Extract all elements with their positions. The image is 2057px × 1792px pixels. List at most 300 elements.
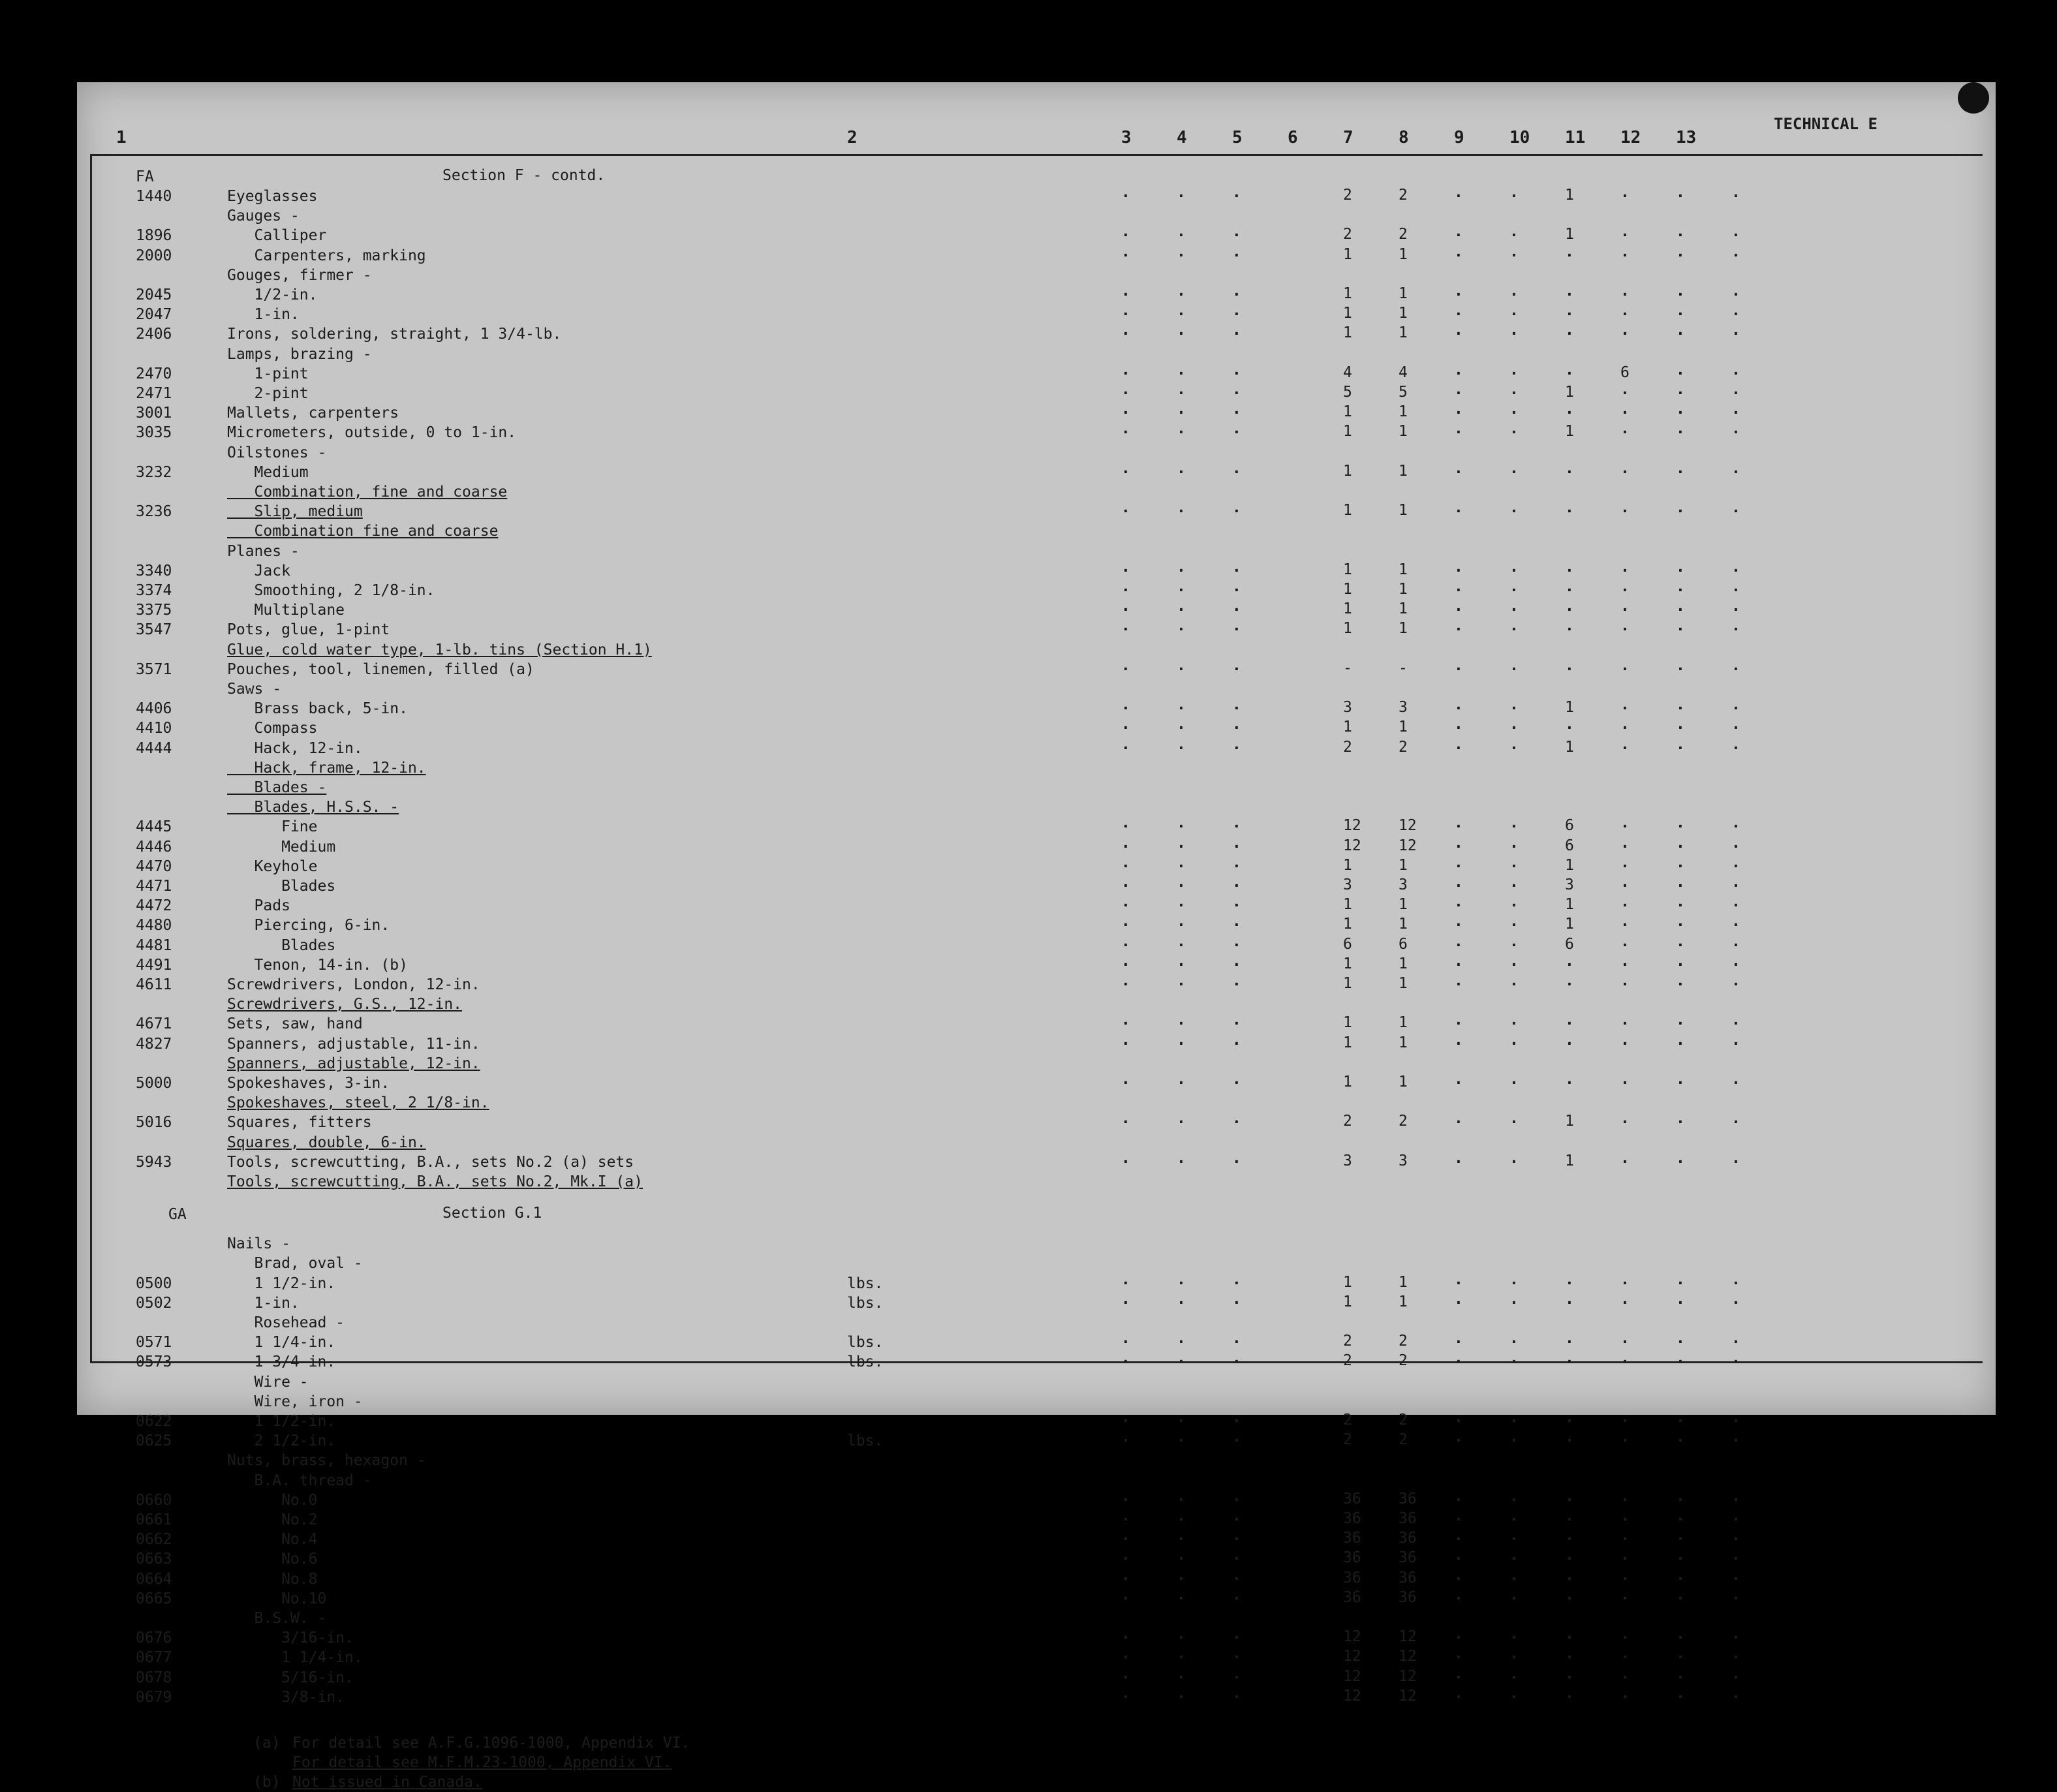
quantity-v7: 1 (1399, 502, 1408, 519)
dot-leader: . (1509, 1110, 1519, 1128)
fa-code: 0502 (136, 1294, 172, 1312)
dot-leader: . (1509, 1507, 1519, 1524)
dot-leader: . (1509, 972, 1519, 989)
item-description: B.A. thread - (227, 1472, 372, 1489)
quantity-v6: 12 (1343, 817, 1361, 835)
dot-leader: . (1177, 735, 1186, 753)
dot-leader: . (1676, 302, 1685, 320)
fa-code: 4445 (136, 818, 172, 836)
dot-leader: . (1177, 499, 1186, 517)
dot-leader: . (1565, 1330, 1574, 1348)
dot-leader: . (1232, 322, 1241, 339)
dot-leader: . (1620, 814, 1630, 832)
quantity-v10: 1 (1565, 896, 1574, 914)
dot-leader: . (1676, 814, 1685, 832)
section-title: Section G.1 (442, 1205, 542, 1222)
dot-leader: . (1565, 1071, 1574, 1088)
dot-leader: . (1731, 735, 1740, 753)
item-description: Fine (227, 818, 318, 836)
dot-leader: . (1177, 381, 1186, 398)
dot-leader: . (1731, 499, 1740, 517)
dot-leader: . (1565, 283, 1574, 300)
dot-leader: . (1121, 1290, 1130, 1308)
quantity-v6: 36 (1343, 1569, 1361, 1586)
dot-leader: . (1177, 834, 1186, 852)
item-description: Spokeshaves, 3-in. (227, 1075, 390, 1092)
dot-leader: . (1177, 1429, 1186, 1446)
dot-leader: . (1565, 1547, 1574, 1564)
dot-leader: . (1676, 184, 1685, 201)
dot-leader: . (1676, 735, 1685, 753)
dot-leader: . (1121, 716, 1130, 734)
dot-leader: . (1620, 913, 1630, 931)
dot-leader: . (1509, 578, 1519, 595)
item-description: No.10 (227, 1590, 327, 1607)
dot-leader: . (1121, 283, 1130, 300)
dot-leader: . (1509, 1071, 1519, 1088)
item-description: Keyhole (227, 857, 318, 875)
dot-leader: . (1454, 1586, 1463, 1603)
dot-leader: . (1565, 952, 1574, 970)
rotated-content (77, 82, 1996, 1791)
item-description: Gauges - (227, 208, 300, 225)
dot-leader: . (1509, 735, 1519, 753)
fa-code: 0571 (136, 1334, 172, 1352)
dot-leader: . (1509, 598, 1519, 615)
quantity-v6: 1 (1343, 324, 1352, 342)
dot-leader: . (1177, 716, 1186, 734)
item-description: 1 1/4-in. (227, 1649, 363, 1667)
dot-leader: . (1509, 874, 1519, 891)
dot-leader: . (1509, 184, 1519, 201)
quantity-v10: 1 (1565, 1113, 1574, 1130)
quantity-v7: 1 (1399, 600, 1408, 618)
dot-leader: . (1454, 1330, 1463, 1348)
quantity-v7: 1 (1399, 975, 1408, 992)
item-description: Lamps, brazing - (227, 345, 372, 363)
dot-leader: . (1676, 1271, 1685, 1288)
dot-leader: . (1454, 913, 1463, 931)
quantity-v6: 12 (1343, 1667, 1361, 1685)
dot-leader: . (1454, 1409, 1463, 1426)
quantity-v6: 1 (1343, 600, 1352, 618)
dot-leader: . (1454, 1031, 1463, 1049)
dot-leader: . (1731, 401, 1740, 418)
dot-leader: . (1731, 1012, 1740, 1029)
footnote-mark: (b) (253, 1774, 281, 1791)
dot-leader: . (1177, 420, 1186, 438)
dot-leader: . (1121, 893, 1130, 911)
item-description: Screwdrivers, London, 12-in. (227, 976, 480, 993)
quantity-v6: 36 (1343, 1588, 1361, 1606)
dot-leader: . (1620, 1149, 1630, 1167)
dot-leader: . (1232, 1547, 1241, 1564)
dot-leader: . (1509, 1487, 1519, 1505)
dot-leader: . (1509, 1409, 1519, 1426)
dot-leader: . (1454, 1487, 1463, 1505)
dot-leader: . (1676, 459, 1685, 477)
dot-leader: . (1454, 1527, 1463, 1545)
dot-leader: . (1676, 933, 1685, 950)
quantity-v7: 2 (1399, 1431, 1408, 1449)
dot-leader: . (1676, 913, 1685, 931)
dot-leader: . (1731, 1566, 1740, 1584)
quantity-v6: 1 (1343, 916, 1352, 933)
dot-leader: . (1454, 1012, 1463, 1029)
dot-leader: . (1731, 814, 1740, 832)
quantity-v6: 5 (1343, 384, 1352, 401)
item-description: 1-pint (227, 365, 309, 382)
dot-leader: . (1177, 598, 1186, 615)
quantity-v6: 2 (1343, 738, 1352, 756)
item-description: Blades (227, 936, 336, 954)
dot-leader: . (1731, 558, 1740, 576)
unit: lbs. (847, 1294, 884, 1312)
hole-punch (1958, 82, 1989, 114)
fa-code: 2471 (136, 385, 172, 402)
quantity-v6: 2 (1343, 1352, 1352, 1370)
dot-leader: . (1232, 1645, 1241, 1663)
dot-leader: . (1509, 696, 1519, 714)
quantity-v7: 12 (1399, 1628, 1417, 1646)
fa-code: 3035 (136, 424, 172, 442)
dot-leader: . (1676, 381, 1685, 398)
dot-leader: . (1676, 1290, 1685, 1308)
dot-leader: . (1509, 459, 1519, 477)
dot-leader: . (1731, 617, 1740, 635)
dot-leader: . (1177, 361, 1186, 378)
quantity-v7: 1 (1399, 1034, 1408, 1051)
dot-leader: . (1620, 499, 1630, 517)
dot-leader: . (1177, 933, 1186, 950)
item-description: Hack, 12-in. (227, 739, 363, 757)
dot-leader: . (1509, 1012, 1519, 1029)
dot-leader: . (1232, 696, 1241, 714)
quantity-v6: 12 (1343, 837, 1361, 854)
logical-frame (77, 82, 1996, 1791)
dot-leader: . (1454, 1110, 1463, 1128)
quantity-v6: 2 (1343, 1431, 1352, 1449)
dot-leader: . (1177, 578, 1186, 595)
quantity-v7: - (1399, 659, 1408, 677)
quantity-v6: 36 (1343, 1530, 1361, 1547)
dot-leader: . (1121, 223, 1130, 241)
dot-leader: . (1232, 1012, 1241, 1029)
dot-leader: . (1676, 361, 1685, 378)
dot-leader: . (1565, 657, 1574, 674)
dot-leader: . (1232, 499, 1241, 517)
footnote-text: For detail see M.F.M.23-1000, Appendix VI. (292, 1754, 672, 1772)
dot-leader: . (1177, 1566, 1186, 1584)
dot-leader: . (1232, 459, 1241, 477)
quantity-v10: 6 (1565, 837, 1574, 854)
dot-leader: . (1177, 223, 1186, 241)
dot-leader: . (1509, 933, 1519, 950)
dot-leader: . (1121, 814, 1130, 832)
dot-leader: . (1454, 1665, 1463, 1682)
item-description: Glue, cold water type, 1-lb. tins (Section H.1) (227, 641, 652, 658)
item-description: Wire, iron - (227, 1393, 363, 1410)
quantity-v7: 1 (1399, 955, 1408, 972)
dot-leader: . (1676, 1547, 1685, 1564)
fa-code: 2470 (136, 365, 172, 382)
dot-leader: . (1565, 972, 1574, 989)
dot-leader: . (1509, 1586, 1519, 1603)
item-description: 3/8-in. (227, 1688, 345, 1706)
dot-leader: . (1731, 302, 1740, 320)
dot-leader: . (1121, 1149, 1130, 1167)
fa-code: 4491 (136, 956, 172, 974)
dot-leader: . (1454, 657, 1463, 674)
dot-leader: . (1509, 223, 1519, 241)
item-description: Piercing, 6-in. (227, 917, 390, 935)
dot-leader: . (1565, 1429, 1574, 1446)
dot-leader: . (1454, 1271, 1463, 1288)
dot-leader: . (1509, 558, 1519, 576)
dot-leader: . (1454, 716, 1463, 734)
dot-leader: . (1232, 1350, 1241, 1367)
dot-leader: . (1509, 814, 1519, 832)
dot-leader: . (1232, 558, 1241, 576)
document-page (77, 82, 1996, 1791)
dot-leader: . (1454, 361, 1463, 378)
dot-leader: . (1731, 361, 1740, 378)
dot-leader: . (1177, 1350, 1186, 1367)
quantity-v7: 1 (1399, 1074, 1408, 1090)
dot-leader: . (1121, 1350, 1130, 1367)
dot-leader: . (1620, 893, 1630, 911)
dot-leader: . (1620, 283, 1630, 300)
dot-leader: . (1676, 223, 1685, 241)
fa-code: 4481 (136, 936, 172, 954)
fa-code: 0677 (136, 1649, 172, 1667)
quantity-v6: 36 (1343, 1490, 1361, 1507)
fa-code: 0622 (136, 1413, 172, 1430)
column-number-10: 10 (1509, 128, 1530, 147)
dot-leader: . (1121, 657, 1130, 674)
item-description: Pots, glue, 1-pint (227, 621, 390, 639)
dot-leader: . (1620, 1665, 1630, 1682)
dot-leader: . (1676, 657, 1685, 674)
quantity-v10: 1 (1565, 738, 1574, 756)
dot-leader: . (1565, 1409, 1574, 1426)
item-description: 1-in. (227, 306, 300, 324)
quantity-v7: 1 (1399, 245, 1408, 263)
dot-leader: . (1509, 1527, 1519, 1545)
dot-leader: . (1620, 1031, 1630, 1049)
dot-leader: . (1454, 558, 1463, 576)
item-description: Spanners, adjustable, 12-in. (227, 1055, 480, 1072)
dot-leader: . (1121, 420, 1130, 438)
dot-leader: . (1509, 1626, 1519, 1643)
dot-leader: . (1454, 972, 1463, 989)
dot-leader: . (1565, 1566, 1574, 1584)
quantity-v10: 1 (1565, 187, 1574, 204)
dot-leader: . (1509, 1566, 1519, 1584)
dot-leader: . (1620, 952, 1630, 970)
dot-leader: . (1565, 1271, 1574, 1288)
dot-leader: . (1177, 1684, 1186, 1702)
dot-leader: . (1731, 223, 1740, 241)
dot-leader: . (1454, 223, 1463, 241)
quantity-v6: 1 (1343, 245, 1352, 263)
dot-leader: . (1454, 1645, 1463, 1663)
dot-leader: . (1121, 735, 1130, 753)
dot-leader: . (1565, 322, 1574, 339)
quantity-v7: 1 (1399, 423, 1408, 440)
dot-leader: . (1509, 1031, 1519, 1049)
dot-leader: . (1731, 1330, 1740, 1348)
dot-leader: . (1565, 1012, 1574, 1029)
quantity-v7: 36 (1399, 1490, 1417, 1507)
dot-leader: . (1676, 1409, 1685, 1426)
dot-leader: . (1121, 1684, 1130, 1702)
dot-leader: . (1232, 1527, 1241, 1545)
dot-leader: . (1731, 1547, 1740, 1564)
dot-leader: . (1620, 1684, 1630, 1702)
dot-leader: . (1232, 223, 1241, 241)
dot-leader: . (1454, 1350, 1463, 1367)
fa-code: 0573 (136, 1353, 172, 1371)
quantity-v6: 6 (1343, 935, 1352, 953)
fa-code: 0625 (136, 1432, 172, 1450)
ga-label: GA (168, 1206, 187, 1224)
quantity-v7: 12 (1399, 1687, 1417, 1705)
column-number-13: 13 (1676, 128, 1697, 147)
item-description: Tools, screwcutting, B.A., sets No.2 (a) sets (227, 1153, 634, 1171)
fa-code: 4410 (136, 720, 172, 737)
quantity-v6: 2 (1343, 1412, 1352, 1429)
quantity-v6: 4 (1343, 363, 1352, 381)
dot-leader: . (1731, 1429, 1740, 1446)
dot-leader: . (1454, 302, 1463, 320)
dot-leader: . (1676, 874, 1685, 891)
item-description: Wire - (227, 1373, 309, 1391)
quantity-v6: 1 (1343, 1273, 1352, 1291)
fa-code: 4471 (136, 878, 172, 895)
dot-leader: . (1177, 1626, 1186, 1643)
dot-leader: . (1121, 1527, 1130, 1545)
dot-leader: . (1454, 1149, 1463, 1167)
dot-leader: . (1676, 1684, 1685, 1702)
dot-leader: . (1676, 283, 1685, 300)
dot-leader: . (1454, 1566, 1463, 1584)
quantity-v6: 1 (1343, 502, 1352, 519)
dot-leader: . (1731, 1409, 1740, 1426)
item-description: Brass back, 5-in. (227, 700, 408, 718)
item-description: Blades (227, 878, 336, 895)
fa-code: 2047 (136, 306, 172, 324)
dot-leader: . (1731, 459, 1740, 477)
fa-code: 3340 (136, 562, 172, 579)
column-number-7: 7 (1343, 128, 1353, 147)
dot-leader: . (1509, 1684, 1519, 1702)
quantity-v6: 1 (1343, 423, 1352, 440)
dot-leader: . (1731, 952, 1740, 970)
dot-leader: . (1509, 657, 1519, 674)
dot-leader: . (1565, 1586, 1574, 1603)
dot-leader: . (1454, 696, 1463, 714)
quantity-v6: 12 (1343, 1687, 1361, 1705)
dot-leader: . (1232, 1586, 1241, 1603)
dot-leader: . (1676, 1566, 1685, 1584)
dot-leader: . (1121, 322, 1130, 339)
column-number-12: 12 (1620, 128, 1641, 147)
quantity-v7: 36 (1399, 1569, 1417, 1586)
dot-leader: . (1509, 283, 1519, 300)
dot-leader: . (1454, 184, 1463, 201)
dot-leader: . (1121, 578, 1130, 595)
dot-leader: . (1565, 401, 1574, 418)
dot-leader: . (1731, 283, 1740, 300)
dot-leader: . (1620, 972, 1630, 989)
column-number-1: 1 (116, 128, 127, 147)
fa-code: 4671 (136, 1015, 172, 1033)
item-description: Oilstones - (227, 444, 327, 461)
item-description: 5/16-in. (227, 1669, 354, 1686)
dot-leader: . (1620, 696, 1630, 714)
quantity-v10: 1 (1565, 699, 1574, 717)
dot-leader: . (1731, 598, 1740, 615)
dot-leader: . (1565, 1290, 1574, 1308)
dot-leader: . (1454, 933, 1463, 950)
dot-leader: . (1731, 834, 1740, 852)
dot-leader: . (1177, 913, 1186, 931)
dot-leader: . (1232, 1149, 1241, 1167)
quantity-v7: 36 (1399, 1549, 1417, 1567)
fa-code: 3236 (136, 503, 172, 521)
item-description: 1 3/4-in. (227, 1353, 336, 1371)
dot-leader: . (1731, 1110, 1740, 1128)
dot-leader: . (1620, 1645, 1630, 1663)
dot-leader: . (1620, 1409, 1630, 1426)
dot-leader: . (1731, 1350, 1740, 1367)
item-description: 3/16-in. (227, 1630, 354, 1647)
quantity-v6: 1 (1343, 581, 1352, 598)
dot-leader: . (1565, 1350, 1574, 1367)
fa-code: 4470 (136, 857, 172, 875)
dot-leader: . (1121, 696, 1130, 714)
dot-leader: . (1731, 1290, 1740, 1308)
dot-leader: . (1565, 1684, 1574, 1702)
fa-code: 0665 (136, 1590, 172, 1607)
dot-leader: . (1454, 1547, 1463, 1564)
dot-leader: . (1620, 1110, 1630, 1128)
dot-leader: . (1177, 1012, 1186, 1029)
dot-leader: . (1121, 1665, 1130, 1682)
dot-leader: . (1177, 459, 1186, 477)
dot-leader: . (1620, 735, 1630, 753)
item-description: Gouges, firmer - (227, 266, 372, 284)
dot-leader: . (1509, 913, 1519, 931)
fa-code: 0660 (136, 1491, 172, 1509)
dot-leader: . (1454, 1071, 1463, 1088)
dot-leader: . (1232, 1626, 1241, 1643)
quantity-v7: 1 (1399, 462, 1408, 480)
dot-leader: . (1620, 1527, 1630, 1545)
dot-leader: . (1620, 1290, 1630, 1308)
fa-code: 1440 (136, 188, 172, 205)
dot-leader: . (1676, 1330, 1685, 1348)
dot-leader: . (1121, 1012, 1130, 1029)
dot-leader: . (1620, 874, 1630, 891)
quantity-v7: 2 (1399, 187, 1408, 204)
item-description: Hack, frame, 12-in. (227, 759, 426, 777)
item-description: Calliper (227, 227, 327, 245)
dot-leader: . (1565, 1527, 1574, 1545)
quantity-v7: 1 (1399, 285, 1408, 302)
quantity-v7: 1 (1399, 856, 1408, 874)
